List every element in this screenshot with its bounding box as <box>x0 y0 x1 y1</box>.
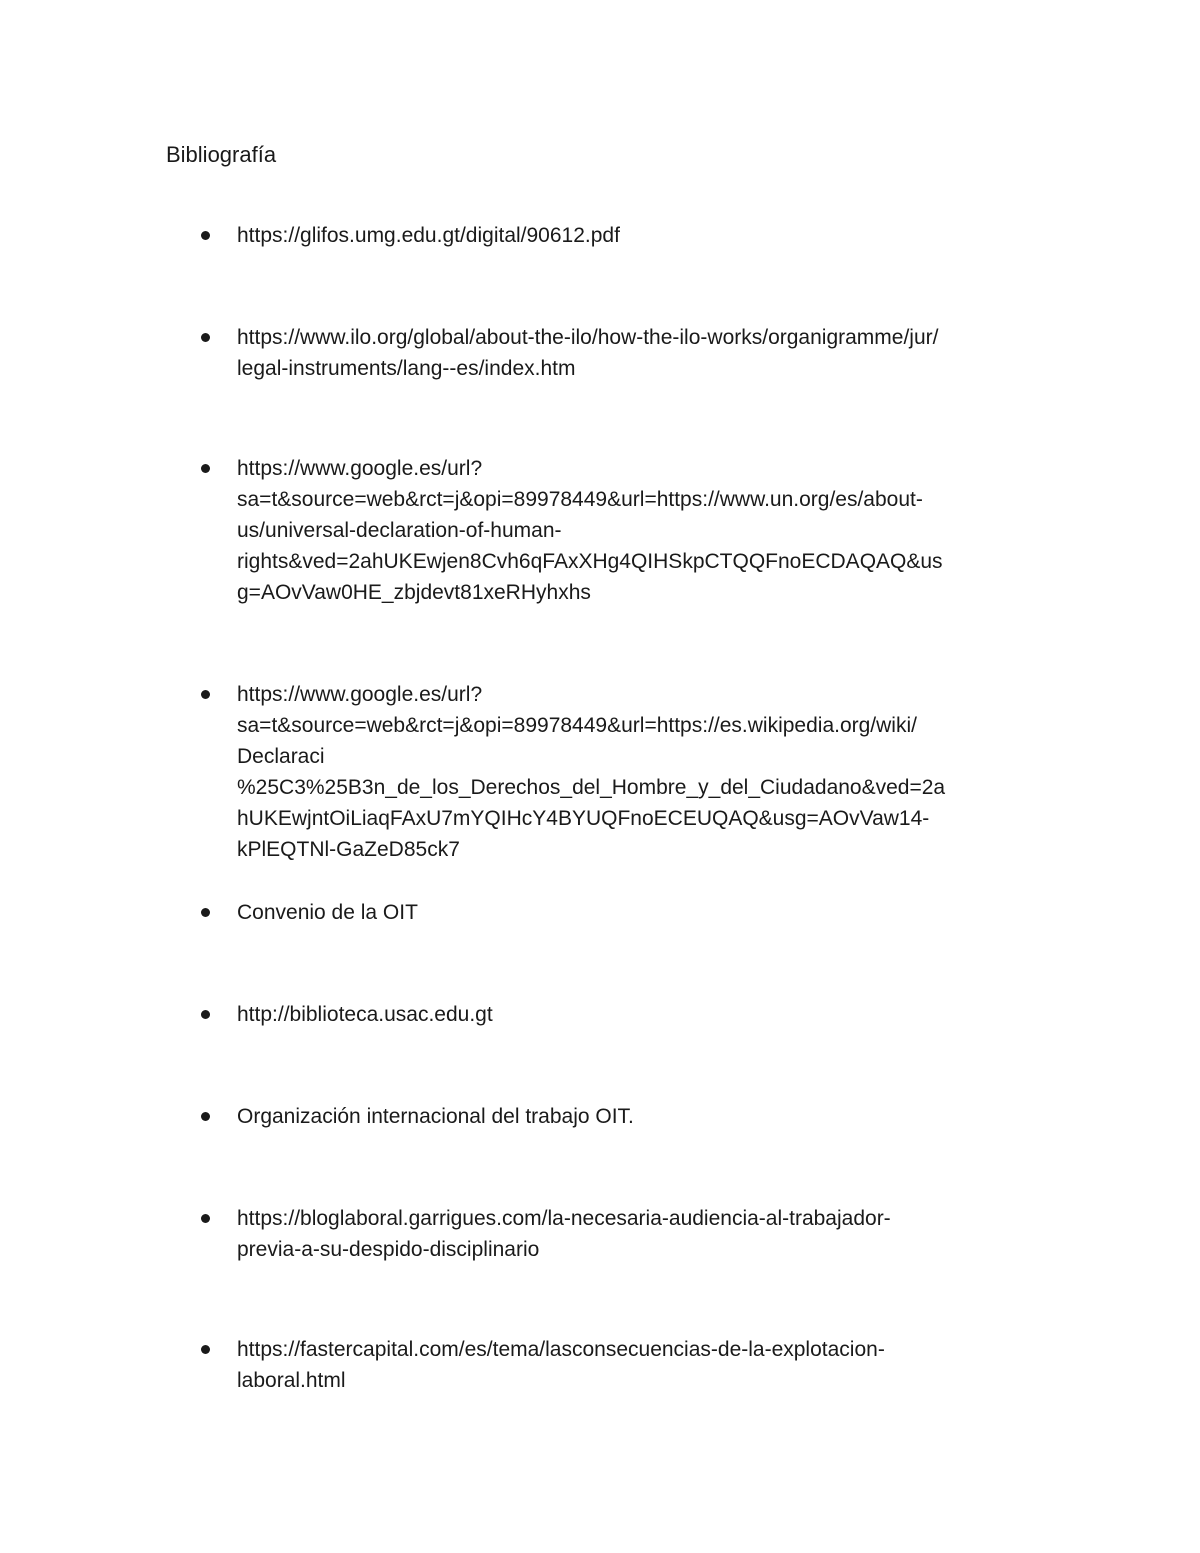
entry-line[interactable]: sa=t&source=web&rct=j&opi=89978449&url=https://www.un.org/es/about- <box>237 488 923 511</box>
entry-text <box>237 1101 1037 1132</box>
entry-line[interactable]: https://bloglaboral.garrigues.com/la-necesaria-audiencia-al-trabajador- <box>237 1207 891 1230</box>
bullet-icon <box>201 464 210 473</box>
entry-line[interactable]: http://biblioteca.usac.edu.gt <box>237 1003 493 1026</box>
entry-line[interactable]: Declaraci <box>237 745 325 768</box>
entry-text <box>237 220 1037 251</box>
bullet-icon <box>201 1214 210 1223</box>
bullet-icon <box>201 333 210 342</box>
entry-text <box>237 897 1037 928</box>
entry-line[interactable]: https://www.google.es/url? <box>237 457 483 480</box>
entry-text <box>237 322 1037 384</box>
entry-line[interactable]: us/universal-declaration-of-human- <box>237 519 562 542</box>
bullet-icon <box>201 231 210 240</box>
entry-line[interactable]: https://glifos.umg.edu.gt/digital/90612.pdf <box>237 224 620 247</box>
bullet-icon <box>201 1010 210 1019</box>
entry-text <box>237 679 1037 865</box>
entry-text <box>237 999 1037 1030</box>
bullet-icon <box>201 1345 210 1354</box>
entry-line[interactable]: rights&ved=2ahUKEwjen8Cvh6qFAxXHg4QIHSkpCTQQFnoECDAQAQ&us <box>237 550 943 573</box>
entry-line[interactable]: hUKEwjntOiLiaqFAxU7mYQIHcY4BYUQFnoECEUQAQ&usg=AOvVaw14- <box>237 807 930 830</box>
entry-line: Convenio de la OIT <box>237 901 418 924</box>
bullet-icon <box>201 908 210 917</box>
entry-line[interactable]: https://www.google.es/url? <box>237 683 483 706</box>
entry-line[interactable]: https://fastercapital.com/es/tema/lasconsecuencias-de-la-explotacion- <box>237 1338 885 1361</box>
bullet-icon <box>201 690 210 699</box>
entry-text <box>237 453 1037 608</box>
entry-line[interactable]: kPlEQTNl-GaZeD85ck7 <box>237 838 460 861</box>
entry-line[interactable]: laboral.html <box>237 1369 346 1392</box>
entry-line[interactable]: https://www.ilo.org/global/about-the-ilo/how-the-ilo-works/organigramme/jur/ <box>237 326 939 349</box>
entry-line[interactable]: sa=t&source=web&rct=j&opi=89978449&url=https://es.wikipedia.org/wiki/ <box>237 714 917 737</box>
entry-text <box>237 1203 1037 1265</box>
entry-text <box>237 1334 1037 1396</box>
bullet-icon <box>201 1112 210 1121</box>
entry-line: Organización internacional del trabajo OIT. <box>237 1105 634 1128</box>
bibliography-heading: Bibliografía <box>166 142 277 167</box>
entry-line[interactable]: legal-instruments/lang--es/index.htm <box>237 357 576 380</box>
entry-line[interactable]: previa-a-su-despido-disciplinario <box>237 1238 540 1261</box>
entry-line[interactable]: g=AOvVaw0HE_zbjdevt81xeRHyhxhs <box>237 581 591 604</box>
entry-line[interactable]: %25C3%25B3n_de_los_Derechos_del_Hombre_y_del_Ciudadano&ved=2a <box>237 776 946 799</box>
